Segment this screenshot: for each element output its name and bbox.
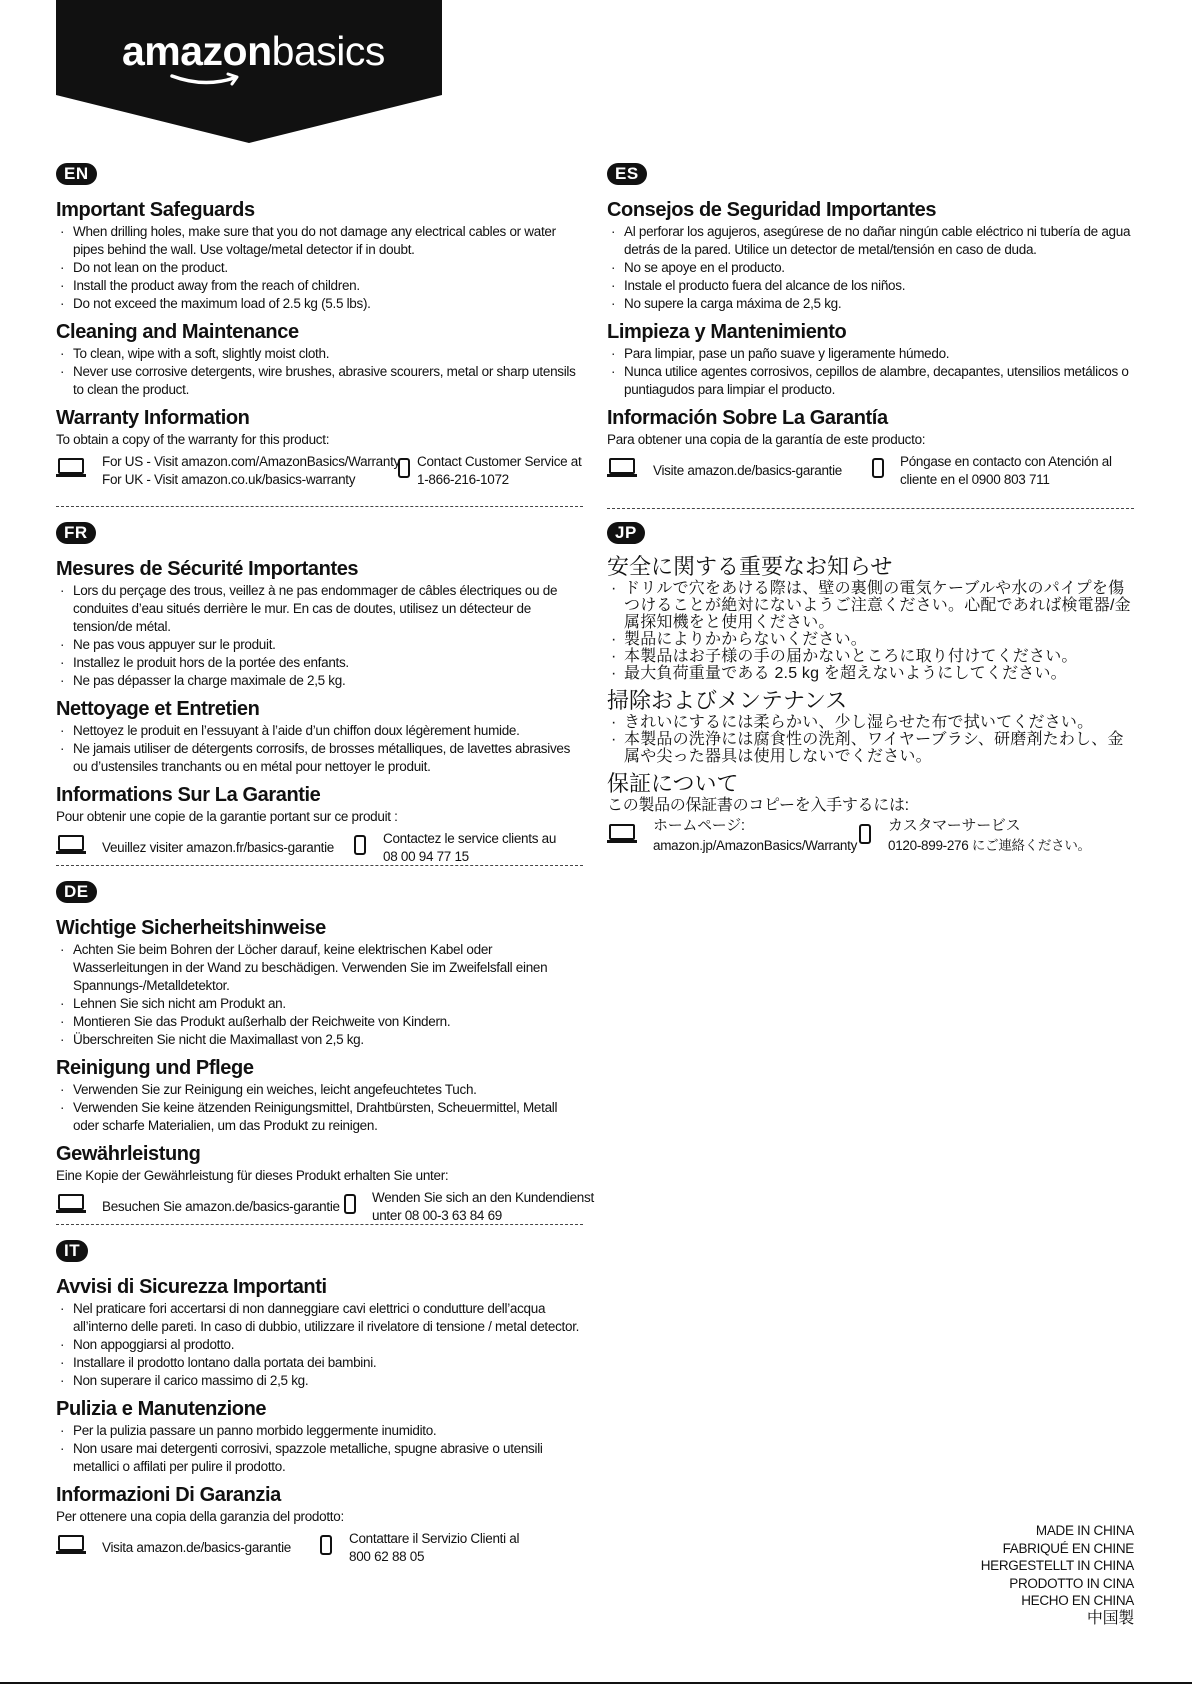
list-item: · 最大負荷重量である 2.5 kg を超えないようにしてください。: [607, 665, 1137, 682]
list-item: · Lehnen Sie sich nicht am Produkt an.: [56, 995, 586, 1013]
list-item: · When drilling holes, make sure that you do not damage any electrical cables or water pipes behind the wall. Use voltage/metal detector if in doubt.: [56, 223, 586, 259]
warranty-intro-it: Per ottenere una copia della garanzia del prodotto:: [56, 1509, 344, 1524]
list-item: · Nettoyez le produit en l’essuyant à l’aide d’un chiffon doux légèrement humide.: [56, 722, 586, 740]
list-item: · Lors du perçage des trous, veillez à ne pas endommager de câbles électriques ou de conduites d’eau situés derrière le mur. En cas de doutes, utilisez un détecteur de tension/de métal.: [56, 582, 586, 636]
list-item: · Non usare mai detergenti corrosivi, spazzole metalliche, spugne abrasive o utensili metallici o affilati per pulire il prodotto.: [56, 1440, 586, 1476]
warranty-contacts-en: [56, 453, 586, 493]
list-item: · Do not lean on the product.: [56, 259, 586, 277]
warranty-web-line2-jp: amazon.jp/AmazonBasics/Warranty: [653, 838, 858, 853]
list-item: · Verwenden Sie zur Reinigung ein weiches, leicht angefeuchtetes Tuch.: [56, 1081, 586, 1099]
list-item: · To clean, wipe with a soft, slightly moist cloth.: [56, 345, 586, 363]
section-it: [56, 1240, 586, 1570]
phone-icon: [398, 458, 410, 478]
origin-fr: FABRIQUÉ EN CHINE: [1002, 1540, 1134, 1556]
warranty-title-de: Gewährleistung: [56, 1143, 201, 1165]
warranty-phone-line2-en: 1-866-216-1072: [417, 472, 509, 487]
cleaning-list-it: [56, 1422, 586, 1476]
warranty-phone-line2-fr: 08 00 94 77 15: [383, 849, 469, 864]
laptop-icon: [56, 835, 86, 855]
phone-icon: [354, 835, 366, 855]
safeguards-title-es: Consejos de Seguridad Importantes: [607, 199, 937, 221]
logo-brand-bold: amazon: [122, 28, 272, 74]
list-item: · ドリルで穴をあける際は、壁の裏側の電気ケーブルや水のパイプを傷つけることが絶対にないようご注意ください。心配であれば検電器/金属探知機をと使用ください。: [607, 580, 1137, 631]
list-item: · Install the product away from the reach of children.: [56, 277, 586, 295]
warranty-phone-line1-jp: カスタマーサービス: [888, 817, 1021, 834]
origin-jp: 中国製: [1086, 1609, 1134, 1627]
list-item: · Nunca utilice agentes corrosivos, cepillos de alambre, decapantes, utensilios metálicos o puntiagudos para limpiar el producto.: [607, 363, 1137, 399]
warranty-intro-jp: この製品の保証書のコピーを入手するには:: [607, 797, 909, 814]
list-item: · No se apoye en el producto.: [607, 259, 1137, 277]
list-item: · Instale el producto fuera del alcance de los niños.: [607, 277, 1137, 295]
cleaning-list-fr: [56, 722, 586, 776]
section-fr: [56, 522, 586, 870]
phone-icon: [344, 1194, 356, 1214]
language-badge-es: ES: [607, 163, 647, 185]
warranty-contacts-fr: [56, 830, 586, 870]
cleaning-title-de: Reinigung und Pflege: [56, 1057, 254, 1079]
warranty-title-fr: Informations Sur La Garantie: [56, 784, 321, 806]
language-badge-fr: FR: [56, 522, 96, 544]
warranty-web-line1-fr: Veuillez visiter amazon.fr/basics-garantie: [102, 840, 335, 855]
list-item: · Non appoggiarsi al prodotto.: [56, 1336, 586, 1354]
warranty-title-es: Información Sobre La Garantía: [607, 407, 888, 429]
warranty-phone-line2-jp: 0120-899-276 にご連絡ください。: [888, 838, 1091, 853]
warranty-web-line1-en: For US - Visit amazon.com/AmazonBasics/Warranty: [102, 454, 400, 469]
brand-banner: [56, 0, 442, 143]
cleaning-list-es: [607, 345, 1137, 399]
cleaning-list-de: [56, 1081, 586, 1135]
cleaning-title-en: Cleaning and Maintenance: [56, 321, 299, 343]
warranty-contacts-de: [56, 1189, 594, 1229]
list-item: · Non superare il carico massimo di 2,5 kg.: [56, 1372, 586, 1390]
warranty-intro-en: To obtain a copy of the warranty for this product:: [56, 432, 330, 447]
cleaning-title-jp: 掃除およびメンテナンス: [607, 688, 848, 713]
amazonbasics-logo: [122, 28, 385, 75]
list-item: · Never use corrosive detergents, wire brushes, abrasive scourers, metal or sharp utensils to clean the product.: [56, 363, 586, 399]
safeguards-title-de: Wichtige Sicherheitshinweise: [56, 917, 326, 939]
list-item: · Ne pas dépasser la charge maximale de 2,5 kg.: [56, 672, 586, 690]
cleaning-list-jp: [607, 714, 1137, 765]
warranty-phone-line1-es: Póngase en contacto con Atención al: [900, 454, 1112, 469]
laptop-icon: [607, 458, 637, 478]
origin-es: HECHO EN CHINA: [1021, 1593, 1134, 1608]
logo-brand-light: basics: [271, 28, 385, 74]
section-en: [56, 163, 586, 493]
safeguards-list-it: [56, 1300, 586, 1390]
safeguards-list-en: [56, 223, 586, 313]
list-item: · Verwenden Sie keine ätzenden Reinigungsmittel, Drahtbürsten, Scheuermittel, Metall oder scharfe Materialien, um das Produkt zu reinigen.: [56, 1099, 586, 1135]
warranty-title-en: Warranty Information: [56, 407, 250, 429]
cleaning-title-es: Limpieza y Mantenimiento: [607, 321, 847, 343]
laptop-icon: [607, 824, 637, 844]
phone-icon: [872, 458, 884, 478]
laptop-icon: [56, 1535, 86, 1555]
laptop-icon: [56, 1194, 86, 1214]
language-badge-jp: JP: [607, 522, 645, 544]
warranty-intro-fr: Pour obtenir une copie de la garantie portant sur ce produit :: [56, 809, 398, 824]
list-item: · Nel praticare fori accertarsi di non danneggiare cavi elettrici o condutture dell’acqua all’interno delle pareti. In caso di dubbio, utilizzare il rivelatore di tensione / metal detector.: [56, 1300, 586, 1336]
warranty-web-line1-de: Besuchen Sie amazon.de/basics-garantie: [102, 1199, 340, 1214]
warranty-title-it: Informazioni Di Garanzia: [56, 1484, 281, 1506]
divider: [56, 1224, 583, 1225]
warranty-phone-line1-de: Wenden Sie sich an den Kundendienst: [372, 1190, 594, 1205]
safeguards-title-jp: 安全に関する重要なお知らせ: [607, 554, 893, 579]
made-in-china-label: [981, 1522, 1134, 1627]
safeguards-title-en: Important Safeguards: [56, 199, 255, 221]
warranty-phone-line2-it: 800 62 88 05: [349, 1549, 425, 1564]
safeguards-list-fr: [56, 582, 586, 690]
list-item: · Installare il prodotto lontano dalla portata dei bambini.: [56, 1354, 586, 1372]
cleaning-list-en: [56, 345, 586, 399]
warranty-intro-es: Para obtener una copia de la garantía de este producto:: [607, 432, 926, 447]
warranty-phone-line2-de: unter 08 00-3 63 84 69: [372, 1208, 503, 1223]
language-badge-it: IT: [56, 1240, 88, 1262]
laptop-icon: [56, 458, 86, 478]
warranty-web-line1-es: Visite amazon.de/basics-garantie: [653, 463, 843, 478]
list-item: · Ne pas vous appuyer sur le produit.: [56, 636, 586, 654]
safeguards-title-it: Avvisi di Sicurezza Importanti: [56, 1276, 327, 1298]
safeguards-title-fr: Mesures de Sécurité Importantes: [56, 558, 359, 580]
phone-icon: [859, 824, 871, 844]
list-item: · 製品によりかからないください。: [607, 631, 1137, 648]
warranty-web-line1-it: Visita amazon.de/basics-garantie: [102, 1540, 292, 1555]
cleaning-title-fr: Nettoyage et Entretien: [56, 698, 260, 720]
divider: [56, 506, 583, 507]
list-item: · Do not exceed the maximum load of 2.5 kg (5.5 lbs).: [56, 295, 586, 313]
list-item: · Per la pulizia passare un panno morbido leggermente inumidito.: [56, 1422, 586, 1440]
list-item: · Installez le produit hors de la portée des enfants.: [56, 654, 586, 672]
divider: [56, 865, 583, 866]
section-es: [607, 163, 1137, 493]
list-item: · きれいにするには柔らかい、少し湿らせた布で拭いてください。: [607, 714, 1137, 731]
list-item: · Überschreiten Sie nicht die Maximallast von 2,5 kg.: [56, 1031, 586, 1049]
list-item: · Al perforar los agujeros, asegúrese de no dañar ningún cable eléctrico ni tubería de agua detrás de la pared. Utilice un detector de metal/tensión en caso de duda.: [607, 223, 1137, 259]
warranty-intro-de: Eine Kopie der Gewährleistung für dieses Produkt erhalten Sie unter:: [56, 1168, 449, 1183]
language-badge-de: DE: [56, 881, 97, 903]
safeguards-list-jp: [607, 580, 1137, 682]
warranty-contacts-jp: [607, 819, 1137, 859]
list-item: · Para limpiar, pase un paño suave y ligeramente húmedo.: [607, 345, 1137, 363]
warranty-title-jp: 保証について: [607, 771, 739, 796]
warranty-phone-line1-fr: Contactez le service clients au: [383, 831, 557, 846]
warranty-phone-line1-en: Contact Customer Service at: [417, 454, 582, 469]
warranty-phone-line2-es: cliente en el 0900 803 711: [900, 472, 1050, 487]
list-item: · Achten Sie beim Bohren der Löcher darauf, keine elektrischen Kabel oder Wasserleitungen in der Wand zu beschädigen. Verwenden Sie im Zweifelsfall einen Spannungs-/Metalldetektor.: [56, 941, 586, 995]
origin-en: MADE IN CHINA: [1035, 1523, 1134, 1538]
warranty-web-line1-jp: ホームページ:: [653, 817, 745, 834]
warranty-contacts-it: [56, 1530, 586, 1570]
list-item: · No supere la carga máxima de 2,5 kg.: [607, 295, 1137, 313]
list-item: · 本製品はお子様の手の届かないところに取り付けてください。: [607, 648, 1137, 665]
section-de: [56, 881, 594, 1229]
safeguards-list-es: [607, 223, 1137, 313]
list-item: · Ne jamais utiliser de détergents corrosifs, de brosses métalliques, de lavettes abrasives ou d’ustensiles tranchants ou en métal pour nettoyer le produit.: [56, 740, 586, 776]
origin-de: HERGESTELLT IN CHINA: [980, 1558, 1134, 1573]
bottom-rule: [0, 1682, 1192, 1684]
section-jp: [607, 522, 1137, 859]
warranty-phone-line1-it: Contattare il Servizio Clienti al: [349, 1531, 520, 1546]
list-item: · 本製品の洗浄には腐食性の洗剤、ワイヤーブラシ、研磨剤たわし、金属や尖った器具は使用しないでください。: [607, 731, 1137, 765]
phone-icon: [320, 1535, 332, 1555]
logo-smile-icon: [170, 72, 242, 88]
language-badge-en: EN: [56, 163, 97, 185]
warranty-contacts-es: [607, 453, 1137, 493]
list-item: · Montieren Sie das Produkt außerhalb der Reichweite von Kindern.: [56, 1013, 586, 1031]
divider: [607, 508, 1134, 509]
cleaning-title-it: Pulizia e Manutenzione: [56, 1398, 267, 1420]
origin-it: PRODOTTO IN CINA: [1009, 1575, 1134, 1591]
safeguards-list-de: [56, 941, 586, 1049]
warranty-web-line2-en: For UK - Visit amazon.co.uk/basics-warranty: [102, 472, 356, 487]
